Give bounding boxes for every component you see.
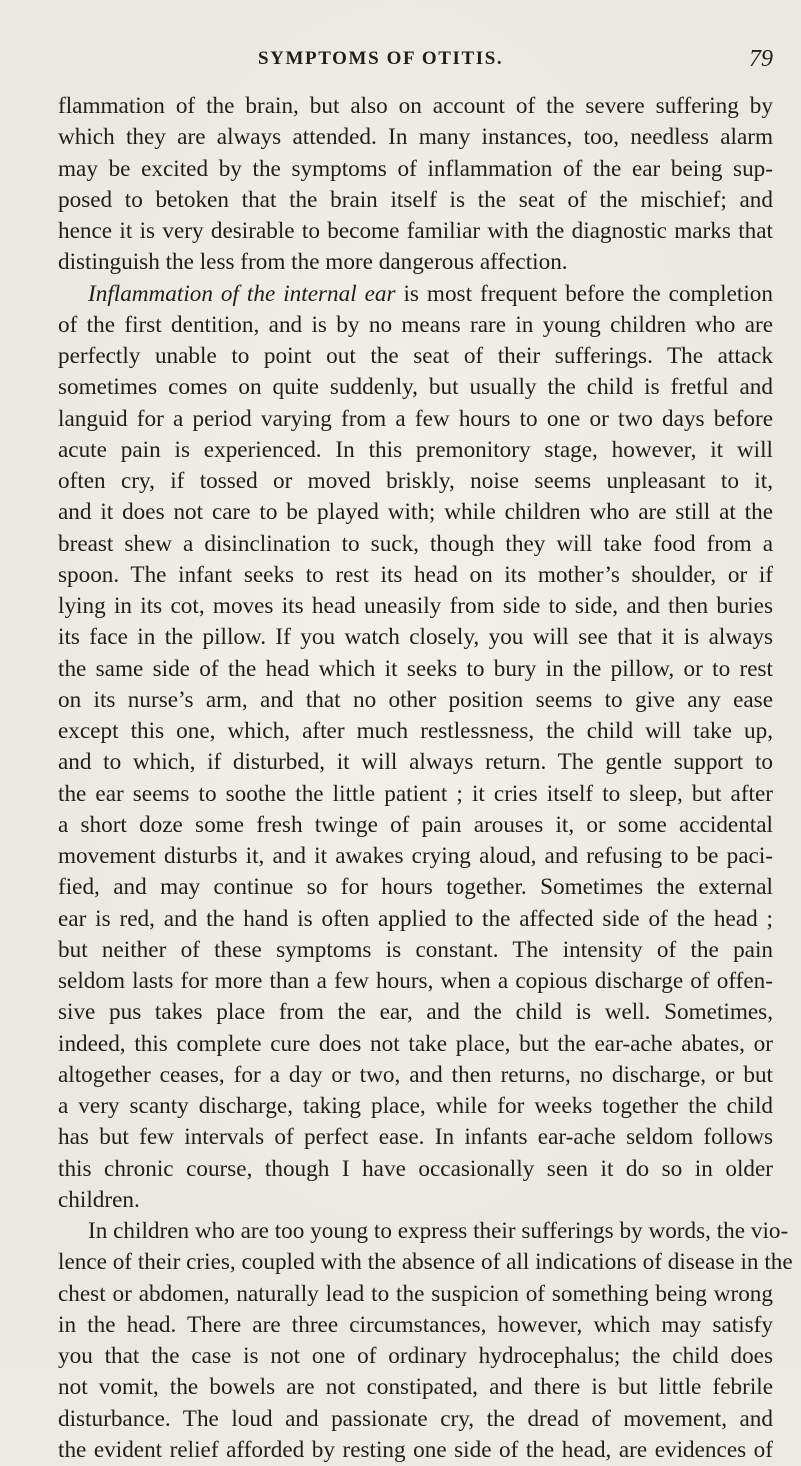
text-line: spoon. The infant seeks to rest its head on its mother’s shoulder, or if [58, 561, 773, 588]
text-line: and it does not care to be played with; while children who are still at the [58, 499, 773, 526]
text-line: altogether ceases, for a day or two, and then returns, no discharge, or but [58, 1061, 773, 1088]
text-line: a short doze some fresh twinge of pain arouses it, or some accidental [58, 811, 773, 838]
text-line: movement disturbs it, and it awakes crying aloud, and refusing to be paci- [58, 843, 773, 869]
text-line: perfectly unable to point out the seat of their sufferings. The attack [58, 343, 773, 369]
text-line: acute pain is experienced. In this premonitory stage, however, it will [58, 436, 773, 463]
text-line [58, 279, 773, 310]
text-line: seldom lasts for more than a few hours, when a copious discharge of offen- [58, 968, 773, 994]
text-line: languid for a period varying from a few hours to one or two days before [58, 405, 773, 432]
text-line: sive pus takes place from the ear, and the child is well. Sometimes, [58, 999, 773, 1026]
text-line: sometimes comes on quite suddenly, but usually the child is fretful and [58, 374, 773, 401]
text-line: you that the case is not one of ordinary hydrocephalus; the child does [58, 1343, 773, 1369]
text-line: a very scanty discharge, taking place, while for weeks together the child [58, 1093, 773, 1119]
italic-lead: Inflammation of the internal ear [88, 280, 396, 307]
text-line-rest: is most frequent before the completion [395, 280, 773, 307]
text-line: distinguish the less from the more dangerous affection. [58, 249, 568, 276]
text-line: disturbance. The loud and passionate cry, the dread of movement, and [58, 1405, 773, 1432]
text-line: in the head. There are three circumstances, however, which may satisfy [58, 1311, 773, 1338]
text-line: ear is red, and the hand is often applied to the affected side of the head ; [58, 905, 773, 932]
body-text [58, 91, 793, 1466]
text-line: flammation of the brain, but also on account of the severe suffering by [58, 93, 773, 119]
text-line: fied, and may continue so for hours together. Sometimes the external [58, 874, 773, 901]
text-line: which they are always attended. In many instances, too, needless alarm [58, 124, 773, 151]
text-line: often cry, if tossed or moved briskly, noise seems unpleasant to it, [58, 468, 773, 494]
text-line: has but few intervals of perfect ease. In infants ear-ache seldom follows [58, 1124, 773, 1151]
text-line: chest or abdomen, naturally lead to the suspicion of something being wrong [58, 1280, 773, 1307]
running-title: SYMPTOMS OF OTITIS. [258, 48, 504, 69]
text-line: this chronic course, though I have occasionally seen it do so in older [58, 1155, 773, 1182]
page-number: 79 [749, 46, 773, 72]
text-line: indeed, this complete cure does not take place, but the ear-ache abates, or [58, 1030, 773, 1057]
text-line: not vomit, the bowels are not constipated, and there is but little febrile [58, 1374, 773, 1401]
text-line: the ear seems to soothe the little patient ; it cries itself to sleep, but after [58, 780, 773, 807]
text-line: but neither of these symptoms is constant. The intensity of the pain [58, 936, 773, 963]
text-line: In children who are too young to express their sufferings by words, the vio- [88, 1218, 789, 1244]
text-line: posed to betoken that the brain itself is the seat of the mischief; and [58, 186, 773, 213]
text-line: and to which, if disturbed, it will always return. The gentle support to [58, 749, 773, 776]
text-line: the same side of the head which it seeks to bury in the pillow, or to rest [58, 655, 773, 682]
text-line: its face in the pillow. If you watch closely, you will see that it is always [58, 624, 773, 651]
text-line: of the first dentition, and is by no means rare in young children who are [58, 311, 773, 338]
text-line: breast shew a disinclination to suck, though they will take food from a [58, 530, 773, 557]
text-line: hence it is very desirable to become familiar with the diagnostic marks that [58, 218, 773, 244]
text-line: lence of their cries, coupled with the absence of all indications of disease in the [58, 1249, 793, 1276]
text-line: except this one, which, after much restlessness, the child will take up, [58, 718, 773, 744]
text-line: on its nurse’s arm, and that no other position seems to give any ease [58, 686, 773, 713]
text-line: lying in its cot, moves its head uneasily from side to side, and then buries [58, 593, 773, 619]
text-line: the evident relief afforded by resting one side of the head, are evidences of [58, 1436, 773, 1463]
running-head [58, 48, 773, 78]
text-line: children. [58, 1186, 140, 1213]
text-line: may be excited by the symptoms of inflammation of the ear being sup- [58, 155, 773, 182]
